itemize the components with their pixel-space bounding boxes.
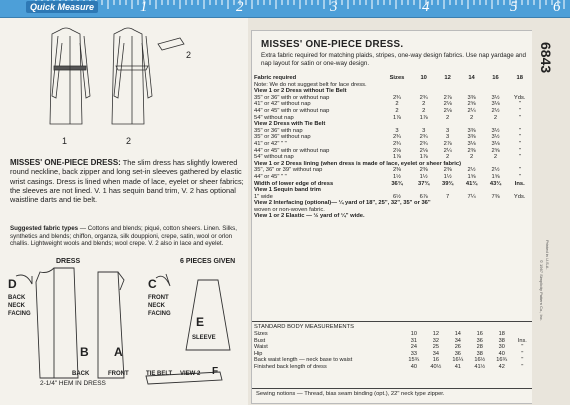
body-measurement-cell: Ins.: [517, 337, 527, 344]
fabric-suggestions: [10, 225, 246, 248]
yardage-cell: 2⅛: [419, 147, 428, 154]
body-measurement-cell: 28: [476, 344, 483, 350]
yardage-row-label: View 1 Sequin band trim: [254, 187, 321, 194]
tie-belt-label: TIE BELT: [146, 371, 173, 377]
yardage-row-label: View 1 or 2 Elastic — ½ yard of ¼" wide.: [254, 213, 365, 220]
yardage-cell: ": [518, 127, 521, 134]
piece-f-letter: F: [212, 366, 219, 377]
figure-1-label: 1: [62, 136, 68, 146]
yardage-cell: 2⅜: [419, 167, 428, 174]
body-measurement-cell: 18: [498, 331, 505, 337]
yardage-cell: ": [518, 167, 521, 174]
yardage-cell: 1⅞: [419, 154, 428, 161]
piece-d-letter: D: [8, 277, 17, 291]
yardage-cell: 3: [395, 127, 399, 134]
body-measurement-cell: 41½: [474, 363, 486, 370]
yardage-row-label: 35" or 36" without nap: [254, 134, 311, 141]
body-measurement-label: Bust: [254, 337, 266, 344]
body-measurement-cell: 16¼: [452, 357, 464, 363]
body-measurement-cell: 40: [498, 350, 505, 357]
body-measurement-cell: 26: [454, 344, 461, 350]
yardage-cell: 2¾: [392, 140, 402, 147]
yardage-row: [252, 161, 532, 168]
body-measurements-table: [252, 331, 532, 370]
yardage-row-label: woven or non-woven fabric.: [254, 206, 325, 213]
body-measurement-label: Sizes: [254, 331, 268, 337]
yardage-cell: 14: [468, 75, 475, 81]
yardage-cell: 3⅛: [491, 140, 500, 147]
yardage-cell: 16: [492, 75, 499, 81]
yardage-row-label: 35", 36" or 39" without nap: [254, 167, 323, 174]
yardage-cell: Yds.: [513, 94, 526, 101]
yardage-cell: 43¾: [489, 180, 502, 187]
yardage-row-label: 41" or 42" without nap: [254, 101, 311, 108]
measure-ruler: [0, 0, 570, 18]
yardage-row-label: Note: We do not suggest belt for lace dress.: [254, 81, 367, 88]
ruler-number-1: 1: [140, 0, 148, 15]
yardage-cell: 6⅞: [419, 193, 428, 200]
yardage-cell: 3½: [491, 94, 500, 101]
body-measurement-label: Finished back length of dress: [254, 363, 327, 370]
yardage-cell: 3: [422, 127, 426, 134]
yardage-cell: 41¾: [465, 180, 478, 187]
ruler-number-6: 6: [553, 0, 561, 15]
yardage-row-label: 41" or 42" " ": [254, 140, 287, 147]
front-neck-facing-label: FRONT NECK FACING: [148, 295, 171, 317]
yardage-cell: 3⅜: [467, 134, 476, 141]
yardage-cell: 1½: [443, 173, 452, 180]
dress-piece-label: DRESS: [56, 258, 81, 265]
back-label: BACK: [72, 371, 90, 377]
yardage-subtitle: Extra fabric required for matching plaids, stripes, one-way design fabrics. Use nap yardage and nap layout for satin or one-way design.: [261, 52, 526, 67]
yardage-cell: 2¼: [443, 147, 452, 154]
body-measurement-label: Back waist length — neck base to waist: [254, 357, 353, 363]
yardage-cell: ": [518, 107, 521, 114]
yardage-cell: 1½: [392, 173, 402, 180]
ruler-number-5: 5: [510, 0, 518, 15]
yardage-cell: 2½: [467, 167, 476, 174]
hem-note: 2-1/4" HEM IN DRESS: [40, 380, 106, 387]
body-measurement-cell: 34: [454, 337, 461, 344]
description-title: MISSES' ONE-PIECE DRESS:: [10, 158, 121, 167]
front-label: FRONT: [108, 371, 129, 377]
copyright-notice: © 1967 Simplicity Pattern Co., Inc.: [539, 260, 544, 321]
yardage-cell: 2¼: [467, 107, 476, 114]
yardage-row-label: 1" wide: [254, 193, 273, 200]
yardage-cell: 2: [446, 114, 450, 121]
yardage-row: [252, 213, 532, 220]
body-measurements-title: STANDARD BODY MEASUREMENTS: [254, 324, 354, 330]
yardage-cell: Yds.: [513, 193, 526, 200]
yardage-cell: 3⅛: [491, 101, 500, 108]
yardage-cell: ": [518, 114, 521, 121]
body-measurement-cell: 24: [410, 344, 417, 350]
yardage-cell: 10: [420, 75, 427, 81]
yardage-cell: 2: [469, 154, 474, 161]
yardage-cell: 2½: [491, 167, 500, 174]
yardage-row: [252, 128, 532, 135]
pattern-number: 6843: [538, 42, 554, 74]
yardage-cell: 1⅞: [419, 114, 428, 121]
yardage-cell: ": [518, 147, 521, 154]
body-measurement-cell: 10: [410, 331, 417, 337]
body-measurement-cell: 34: [432, 350, 439, 357]
fabric-title: Suggested fabric types: [10, 225, 79, 232]
yardage-row: [252, 108, 532, 115]
yardage-cell: 2¾: [419, 134, 428, 141]
yardage-cell: 2⅞: [443, 94, 452, 101]
yardage-cell: 2: [493, 154, 498, 161]
yardage-cell: 2¾: [392, 94, 402, 101]
yardage-row-label: View 2 Interfacing (optional)— ¼ yard of 18", 25", 32", 35" or 36": [254, 200, 431, 207]
body-measurement-cell: 31: [410, 337, 417, 344]
body-measurement-cell: 38: [476, 350, 483, 357]
yardage-row-label: 54" without nap: [254, 154, 294, 161]
body-measurement-cell: ": [521, 363, 524, 370]
body-measurement-cell: ": [521, 344, 524, 350]
yardage-row: [252, 181, 532, 188]
body-measurement-cell: 30: [498, 344, 505, 350]
yardage-cell: 2⅝: [491, 147, 500, 154]
yardage-cell: 2: [446, 154, 450, 161]
yardage-cell: 3⅜: [467, 94, 476, 101]
yardage-cell: 39¾: [441, 180, 454, 187]
yardage-row: [252, 154, 532, 161]
fabric-body: — Cottons and blends; piqué, cotton sheers. Linen. Silks, synthetics and blends; chiffon, organza, silk douppioni, crepe, satin, wool or orlon challis. Lightweight wools and blends; wool crepe. V. 2 also in lace and eyelet.: [10, 225, 237, 248]
yardage-row-label: 44" or 45" with or without nap: [254, 107, 330, 114]
sleeve-label: SLEEVE: [192, 335, 216, 341]
yardage-cell: ": [518, 173, 521, 180]
body-measurement-cell: 16¾: [496, 357, 508, 363]
body-measurement-cell: 42: [498, 363, 505, 370]
yardage-cell: 6½: [392, 193, 402, 200]
yardage-cell: 2⅛: [392, 147, 402, 154]
yardage-cell: 2⅛: [443, 101, 452, 108]
yardage-row: [252, 148, 532, 155]
yardage-row: [252, 187, 532, 194]
yardage-row: [252, 141, 532, 148]
yardage-cell: 2¾: [419, 140, 428, 147]
yardage-row-label: View 1 or 2 Dress lining (when dress is made of lace, eyelet or sheer fabric): [254, 160, 462, 167]
body-measurement-cell: ": [521, 357, 524, 363]
yardage-cell: 2: [395, 101, 399, 108]
yardage-row-label: Width of lower edge of dress: [254, 180, 334, 187]
body-measurement-cell: 33: [410, 350, 417, 357]
yardage-table: [252, 75, 532, 220]
yardage-row-label: View 1 or 2 Dress without Tie Belt: [254, 88, 347, 95]
yardage-row: [252, 200, 532, 207]
body-measurement-cell: 16: [432, 357, 439, 363]
body-measurement-cell: 16: [476, 331, 483, 337]
left-panel: [0, 18, 248, 405]
yardage-cell: 2¾: [392, 134, 402, 141]
yardage-cell: ": [518, 134, 521, 141]
yardage-cell: 2⅛: [443, 107, 452, 114]
yardage-cell: 2⅜: [443, 167, 452, 174]
yardage-cell: 2: [422, 107, 426, 114]
yardage-row-label: 44" or 45" with or without nap: [254, 147, 330, 154]
yardage-row: [252, 121, 532, 128]
ruler-number-4: 4: [422, 0, 430, 15]
body-measurement-cell: 41: [454, 363, 461, 370]
body-measurement-cell: 36: [476, 337, 483, 344]
yardage-cell: 2⅞: [443, 140, 452, 147]
yardage-title: MISSES' ONE-PIECE DRESS.: [261, 39, 404, 50]
body-measurement-cell: 15¾: [408, 357, 420, 363]
dress-description: [10, 158, 246, 204]
yardage-row: [252, 101, 532, 108]
yardage-row: [252, 115, 532, 122]
yardage-row-label: View 2 Dress with Tie Belt: [254, 121, 326, 128]
yardage-row: [252, 75, 532, 82]
yardage-cell: 3⅜: [467, 127, 476, 134]
body-measurement-cell: 32: [432, 337, 439, 344]
yardage-cell: 7: [446, 193, 450, 200]
sewing-notions: Sewing notions — Thread, bias seam binding (opt.), 22" neck type zipper.: [252, 388, 536, 399]
yardage-row: [252, 134, 532, 141]
description-body: The slim dress has slightly lowered round neckline, back zipper and long set-in sleeves gathered by elastic wrist casings. Dress is lined when made of lace, eyelet or sheer fabrics; the sleeves are not lined. V. 1 has sequin band trim, V. 2 has optional waistline darts and tie belt.: [10, 158, 244, 205]
back-neck-facing-label: BACK NECK FACING: [8, 295, 31, 317]
yardage-cell: 3⅛: [467, 140, 476, 147]
yardage-row-label: 54" without nap: [254, 114, 294, 121]
yardage-cell: 2⅜: [467, 147, 476, 154]
yardage-cell: ": [518, 101, 521, 108]
body-measurement-cell: 36: [454, 350, 461, 357]
body-measurement-cell: 16½: [474, 357, 486, 363]
quick-measure-label: Quick Measure: [26, 1, 98, 13]
figure-2b-label: 2: [186, 50, 192, 60]
yardage-cell: 12: [444, 75, 451, 81]
yardage-cell: 7⅜: [491, 193, 500, 200]
yardage-cell: 2: [422, 101, 426, 108]
yardage-cell: 37¾: [418, 180, 430, 187]
yardage-cell: 1½: [419, 173, 428, 180]
yardage-row-label: 35" or 36" with or without nap: [254, 94, 330, 101]
body-measurements-section: [252, 321, 532, 370]
body-measurement-cell: 40: [410, 363, 417, 370]
yardage-row: [252, 88, 532, 95]
yardage-cell: 2⅝: [467, 101, 476, 108]
yardage-cell: 1⅝: [491, 173, 500, 180]
yardage-cell: 2: [469, 114, 474, 121]
yardage-row: [252, 82, 532, 89]
piece-a-letter: A: [114, 345, 123, 359]
body-measurement-row: [252, 364, 532, 371]
view-2-label: VIEW 2: [180, 371, 201, 377]
printed-in-usa: Printed in U.S.A.: [545, 240, 550, 270]
yardage-row: [252, 95, 532, 102]
body-measurement-cell: 14: [454, 331, 461, 337]
yardage-row: [252, 167, 532, 174]
yardage-cell: 3: [446, 127, 450, 134]
yardage-cell: 3½: [491, 127, 500, 134]
yardage-cell: 1⅞: [392, 114, 402, 121]
yardage-cell: 3½: [491, 134, 500, 141]
yardage-row-label: Fabric required: [254, 75, 297, 81]
pieces-given-label: 6 PIECES GIVEN: [180, 258, 236, 265]
yardage-cell: 2⅜: [392, 167, 402, 174]
yardage-cell: Ins.: [514, 180, 525, 187]
yardage-row-label: 35" or 36" with nap: [254, 127, 303, 134]
body-measurement-cell: ": [521, 350, 524, 357]
body-measurement-label: Hip: [254, 350, 263, 357]
yardage-cell: Sizes: [389, 75, 405, 81]
dress-sketches: [40, 22, 190, 134]
yardage-cell: 2½: [491, 107, 500, 114]
body-measurement-cell: 12: [432, 331, 439, 337]
piece-c-letter: C: [148, 277, 157, 291]
yardage-cell: 2¾: [419, 94, 428, 101]
yardage-cell: ": [518, 140, 521, 147]
yardage-cell: 1⅝: [467, 173, 476, 180]
body-measurement-cell: 38: [498, 337, 505, 344]
yardage-cell: ": [518, 154, 521, 161]
yardage-cell: 2: [493, 114, 498, 121]
yardage-cell: 7¼: [467, 193, 476, 200]
yardage-cell: 18: [516, 75, 523, 81]
body-measurement-cell: 40½: [430, 363, 442, 370]
figure-2-label: 2: [126, 136, 132, 146]
yardage-row: [252, 174, 532, 181]
yardage-cell: 2: [395, 107, 399, 114]
piece-e-letter: E: [196, 315, 205, 329]
side-strip: [532, 18, 570, 405]
yardage-chart-panel: [251, 30, 533, 404]
yardage-cell: 1⅞: [392, 154, 402, 161]
body-measurement-label: Waist: [254, 344, 268, 350]
piece-b-letter: B: [80, 345, 89, 359]
ruler-number-3: 3: [330, 0, 338, 15]
body-measurement-cell: 25: [432, 344, 439, 350]
ruler-number-2: 2: [236, 0, 244, 15]
yardage-cell: 36¾: [391, 180, 403, 187]
yardage-row-label: 44" or 45" " ": [254, 173, 287, 180]
yardage-cell: 3: [446, 134, 450, 141]
